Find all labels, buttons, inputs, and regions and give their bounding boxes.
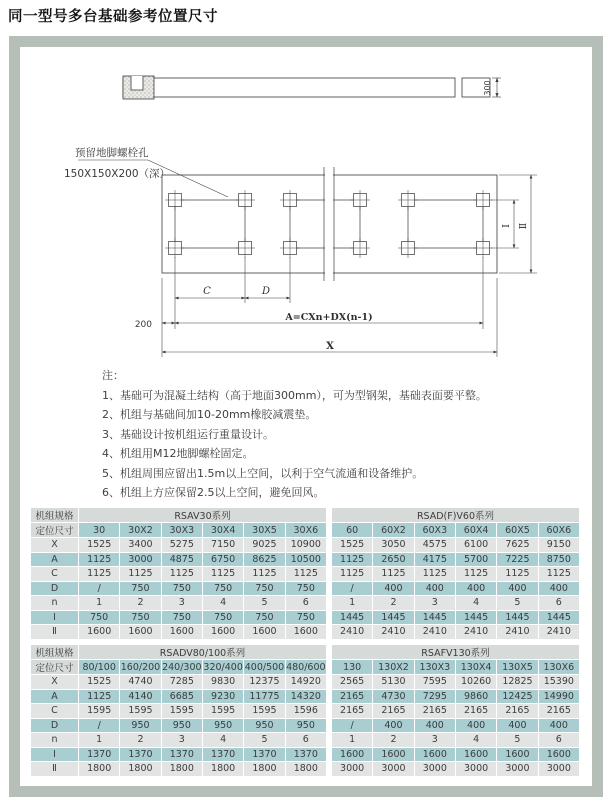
cell-value: 7595 <box>415 675 455 689</box>
model-label: 130 <box>332 660 372 674</box>
cell-value: 1445 <box>497 611 537 625</box>
cell-value: 750 <box>120 611 160 625</box>
series-name: RSADV80/100系列 <box>79 645 326 659</box>
note-item: 6、机组上方应保留2.5以上空间，避免回风。 <box>102 486 325 499</box>
model-label: 130X3 <box>415 660 455 674</box>
table-corner-label: 机组规格 <box>31 508 78 522</box>
cell-value: 5130 <box>373 675 413 689</box>
cell-value: 750 <box>203 582 243 596</box>
cell-value: 2 <box>120 596 160 610</box>
group-gap <box>327 748 331 762</box>
cell-value: 6 <box>286 733 326 747</box>
cell-value: 4875 <box>162 553 202 567</box>
cell-value: 1800 <box>162 762 202 776</box>
note-item: 2、机组与基础间加10-20mm橡胶减震垫。 <box>102 408 317 421</box>
cell-value: 1600 <box>456 748 496 762</box>
cell-value: 4 <box>203 733 243 747</box>
cell-value: 3000 <box>120 553 160 567</box>
bolt-hole-label: 预留地脚螺栓孔 <box>75 147 149 159</box>
cell-value: 1125 <box>203 567 243 581</box>
cell-value: 2410 <box>373 625 413 639</box>
cell-value: 750 <box>162 582 202 596</box>
cell-value: 2165 <box>539 704 579 718</box>
cell-value: 3000 <box>456 762 496 776</box>
cell-value: 400 <box>415 719 455 733</box>
model-label: 30X6 <box>286 523 326 537</box>
notes-heading: 注： <box>102 369 124 382</box>
cell-value: 1 <box>332 596 372 610</box>
cell-value: 4 <box>456 733 496 747</box>
cell-value: 9230 <box>203 690 243 704</box>
group-gap <box>327 582 331 596</box>
cell-value: 6 <box>539 596 579 610</box>
model-label: 30 <box>79 523 119 537</box>
cell-value: 1370 <box>203 748 243 762</box>
cell-value: 1595 <box>79 704 119 718</box>
group-gap <box>327 625 331 639</box>
cell-value: 750 <box>162 611 202 625</box>
cell-value: 4740 <box>120 675 160 689</box>
cell-value: 400 <box>456 719 496 733</box>
cell-value: 950 <box>286 719 326 733</box>
cell-value: 3000 <box>415 762 455 776</box>
cell-value: 14320 <box>286 690 326 704</box>
model-label: 80/100 <box>79 660 119 674</box>
cell-value: 14990 <box>539 690 579 704</box>
cell-value: 8625 <box>244 553 284 567</box>
cell-value: 4 <box>456 596 496 610</box>
note-item: 1、基础可为混凝土结构（高于地面300mm），可为型钢架，基础表面要平整。 <box>102 388 487 402</box>
cell-value: 2165 <box>497 704 537 718</box>
dim-margin-200: 200 <box>134 320 152 330</box>
row-header-label: 定位尺寸 <box>31 660 78 674</box>
cell-value: 3 <box>415 596 455 610</box>
group-gap <box>327 611 331 625</box>
cell-value: 1125 <box>162 567 202 581</box>
cell-value: 1 <box>79 596 119 610</box>
model-label: 60X6 <box>539 523 579 537</box>
cell-value: 1125 <box>120 567 160 581</box>
spec-table-rsav30-rsadv60 <box>30 507 580 640</box>
cell-value: 2165 <box>373 704 413 718</box>
row-header-label: 定位尺寸 <box>31 523 78 537</box>
cell-value: 2 <box>373 596 413 610</box>
dim-total-x: X <box>326 341 334 352</box>
cell-value: 2165 <box>415 704 455 718</box>
model-label: 30X2 <box>120 523 160 537</box>
cell-value: 1600 <box>244 625 284 639</box>
bolt-hole-callout <box>64 146 228 197</box>
cell-value: 1600 <box>120 625 160 639</box>
row-label: C <box>31 567 78 581</box>
elevation-view <box>123 76 501 99</box>
cell-value: 2565 <box>332 675 372 689</box>
cell-value: 9860 <box>456 690 496 704</box>
series-name: RSAFV130系列 <box>332 645 579 659</box>
cell-value: 750 <box>244 582 284 596</box>
row-label: X <box>31 538 78 552</box>
cell-value: 1125 <box>79 553 119 567</box>
page-title: 同一型号多台基础参考位置尺寸 <box>8 9 218 25</box>
bolt-hole-size-label: 150X150X200（深） <box>64 168 171 180</box>
group-gap <box>327 596 331 610</box>
cell-value: 750 <box>79 611 119 625</box>
series-name: RSAD(F)V60系列 <box>332 508 579 522</box>
row-label: Ⅰ <box>31 748 78 762</box>
cell-value: 400 <box>373 582 413 596</box>
model-label: 400/500 <box>244 661 285 673</box>
cell-value: 4 <box>203 596 243 610</box>
cell-value: 1800 <box>286 762 326 776</box>
cell-value: 12375 <box>244 675 284 689</box>
cell-value: 3000 <box>373 762 413 776</box>
cell-value: 950 <box>162 719 202 733</box>
cell-value: 1800 <box>79 762 119 776</box>
cell-value: 2165 <box>332 690 372 704</box>
cell-value: 750 <box>244 611 284 625</box>
cell-value: 4575 <box>415 538 455 552</box>
dim-formula: A=CXn+DX(n-1) <box>285 312 373 323</box>
cell-value: / <box>332 719 372 733</box>
cell-value: / <box>79 719 119 733</box>
cell-value: 950 <box>203 719 243 733</box>
row-label: Ⅰ <box>31 611 78 625</box>
plan-view <box>162 167 497 281</box>
group-gap <box>327 704 331 718</box>
cell-value: 1445 <box>456 611 496 625</box>
cell-value: 1800 <box>120 762 160 776</box>
model-label: 30X5 <box>244 523 284 537</box>
cell-value: 6750 <box>203 553 243 567</box>
cell-value: 5 <box>244 733 284 747</box>
note-item: 5、机组周围应留出1.5m以上空间，以利于空气流通和设备维护。 <box>102 466 424 480</box>
cell-value: 3 <box>162 596 202 610</box>
cell-value: 6685 <box>162 690 202 704</box>
cell-value: 2165 <box>456 704 496 718</box>
group-gap <box>327 523 331 537</box>
cell-value: 950 <box>244 719 284 733</box>
cell-value: 400 <box>497 582 537 596</box>
cell-value: 1125 <box>539 567 579 581</box>
cell-value: 10260 <box>456 675 496 689</box>
cell-value: 3400 <box>120 538 160 552</box>
dim-ii: Ⅱ <box>518 222 529 230</box>
model-label: 130X4 <box>456 660 496 674</box>
group-gap <box>327 675 331 689</box>
cell-value: 1595 <box>120 704 160 718</box>
dim-height-300: 300 <box>483 80 492 96</box>
group-gap <box>327 553 331 567</box>
model-label: 60X3 <box>415 523 455 537</box>
cell-value: / <box>79 582 119 596</box>
group-gap <box>327 719 331 733</box>
cell-value: 1600 <box>162 625 202 639</box>
model-label: 60X5 <box>497 523 537 537</box>
cell-value: 400 <box>539 582 579 596</box>
row-label: D <box>31 582 78 596</box>
cell-value: / <box>332 582 372 596</box>
cell-value: 6 <box>286 596 326 610</box>
cell-value: 1600 <box>539 748 579 762</box>
cell-value: 1596 <box>286 704 326 718</box>
cell-value: 1370 <box>120 748 160 762</box>
cell-value: 5700 <box>456 553 496 567</box>
row-label: D <box>31 719 78 733</box>
row-label: C <box>31 704 78 718</box>
model-label: 480/600 <box>286 661 326 673</box>
cell-value: 1595 <box>203 704 243 718</box>
cell-value: 2650 <box>373 553 413 567</box>
cell-value: 1125 <box>373 567 413 581</box>
cell-value: 1370 <box>162 748 202 762</box>
cell-value: 2410 <box>332 625 372 639</box>
cell-value: 10500 <box>286 553 326 567</box>
cell-value: 9150 <box>539 538 579 552</box>
cell-value: 9025 <box>244 538 284 552</box>
cell-value: 1600 <box>373 748 413 762</box>
row-label: A <box>31 690 78 704</box>
cell-value: 1600 <box>286 625 326 639</box>
group-gap <box>327 733 331 747</box>
cell-value: 400 <box>415 582 455 596</box>
group-gap <box>327 567 331 581</box>
row-label: A <box>31 553 78 567</box>
cell-value: 950 <box>120 719 160 733</box>
dim-d: D <box>261 286 271 297</box>
cell-value: 2 <box>373 733 413 747</box>
cell-value: 1125 <box>79 567 119 581</box>
cell-value: 1125 <box>456 567 496 581</box>
cell-value: 1525 <box>79 675 119 689</box>
cell-value: 1595 <box>244 704 284 718</box>
group-gap <box>327 538 331 552</box>
group-gap <box>327 690 331 704</box>
cell-value: 1125 <box>332 553 372 567</box>
row-label: n <box>31 596 78 610</box>
cell-value: 3000 <box>539 762 579 776</box>
cell-value: 2410 <box>497 625 537 639</box>
cell-value: 5 <box>244 596 284 610</box>
series-name: RSAV30系列 <box>79 508 326 522</box>
row-label: n <box>31 733 78 747</box>
cell-value: 11775 <box>244 690 284 704</box>
note-item: 3、基础设计按机组运行重量设计。 <box>102 427 274 441</box>
cell-value: 1800 <box>203 762 243 776</box>
cell-value: 1 <box>332 733 372 747</box>
group-gap <box>327 762 331 776</box>
model-label: 160/200 <box>120 661 161 673</box>
group-gap <box>327 508 331 522</box>
cell-value: 5275 <box>162 538 202 552</box>
cell-value: 400 <box>456 582 496 596</box>
dim-c: C <box>203 286 211 297</box>
cell-value: 1600 <box>497 748 537 762</box>
cell-value: 750 <box>120 582 160 596</box>
cell-value: 1 <box>79 733 119 747</box>
cell-value: 14920 <box>286 675 326 689</box>
cell-value: 1525 <box>332 538 372 552</box>
cell-value: 10900 <box>286 538 326 552</box>
cell-value: 1595 <box>162 704 202 718</box>
cell-value: 5 <box>497 596 537 610</box>
model-label: 130X2 <box>373 660 413 674</box>
row-label: Ⅱ <box>31 762 78 776</box>
cell-value: 1125 <box>79 690 119 704</box>
cell-value: 2410 <box>539 625 579 639</box>
cell-value: 1125 <box>286 567 326 581</box>
cell-value: 6 <box>539 733 579 747</box>
cell-value: 4175 <box>415 553 455 567</box>
cell-value: 750 <box>286 611 326 625</box>
model-label: 240/300 <box>162 661 202 673</box>
model-label: 60 <box>332 523 372 537</box>
cell-value: 7150 <box>203 538 243 552</box>
cell-value: 1445 <box>539 611 579 625</box>
cell-value: 2410 <box>456 625 496 639</box>
cell-value: 4140 <box>120 690 160 704</box>
cell-value: 9830 <box>203 675 243 689</box>
table-corner-label: 机组规格 <box>31 645 78 659</box>
model-label: 320/400 <box>203 661 243 673</box>
cell-value: 1125 <box>415 567 455 581</box>
cell-value: 12825 <box>497 675 537 689</box>
model-label: 130X5 <box>497 660 537 674</box>
cell-value: 8750 <box>539 553 579 567</box>
spec-table-rsadv80-rsafv130 <box>30 644 580 777</box>
cell-value: 1125 <box>497 567 537 581</box>
cell-value: 1600 <box>79 625 119 639</box>
cell-value: 1445 <box>415 611 455 625</box>
cell-value: 3050 <box>373 538 413 552</box>
cell-value: 3 <box>162 733 202 747</box>
note-item: 4、机组用M12地脚螺栓固定。 <box>102 447 254 460</box>
cell-value: 4730 <box>373 690 413 704</box>
cell-value: 1600 <box>415 748 455 762</box>
model-label: 60X4 <box>456 523 496 537</box>
cell-value: 750 <box>203 611 243 625</box>
cell-value: 400 <box>373 719 413 733</box>
cell-value: 3000 <box>332 762 372 776</box>
cell-value: 1125 <box>332 567 372 581</box>
cell-value: 2 <box>120 733 160 747</box>
cell-value: 5 <box>497 733 537 747</box>
cell-value: 400 <box>497 719 537 733</box>
cell-value: 7285 <box>162 675 202 689</box>
notes-section <box>102 366 572 503</box>
model-label: 30X4 <box>203 523 243 537</box>
model-label: 130X6 <box>539 660 579 674</box>
row-label: Ⅱ <box>31 625 78 639</box>
dim-i: Ⅰ <box>501 224 512 228</box>
cell-value: 1600 <box>332 748 372 762</box>
cell-value: 1370 <box>244 748 284 762</box>
cell-value: 1370 <box>286 748 326 762</box>
cell-value: 750 <box>286 582 326 596</box>
cell-value: 2165 <box>332 704 372 718</box>
cell-value: 1800 <box>244 762 284 776</box>
cell-value: 2410 <box>415 625 455 639</box>
cell-value: 7225 <box>497 553 537 567</box>
cell-value: 6100 <box>456 538 496 552</box>
cell-value: 1125 <box>244 567 284 581</box>
cell-value: 3 <box>415 733 455 747</box>
row-label: X <box>31 675 78 689</box>
cell-value: 1445 <box>332 611 372 625</box>
model-label: 60X2 <box>373 523 413 537</box>
model-label: 30X3 <box>162 523 202 537</box>
foundation-diagram <box>20 47 592 367</box>
cell-value: 7625 <box>497 538 537 552</box>
cell-value: 400 <box>539 719 579 733</box>
group-gap <box>327 645 331 659</box>
cell-value: 3000 <box>497 762 537 776</box>
cell-value: 1525 <box>79 538 119 552</box>
cell-value: 15390 <box>539 675 579 689</box>
group-gap <box>327 660 331 674</box>
cell-value: 1370 <box>79 748 119 762</box>
cell-value: 1600 <box>203 625 243 639</box>
cell-value: 7295 <box>415 690 455 704</box>
cell-value: 1445 <box>373 611 413 625</box>
cell-value: 12425 <box>497 690 537 704</box>
